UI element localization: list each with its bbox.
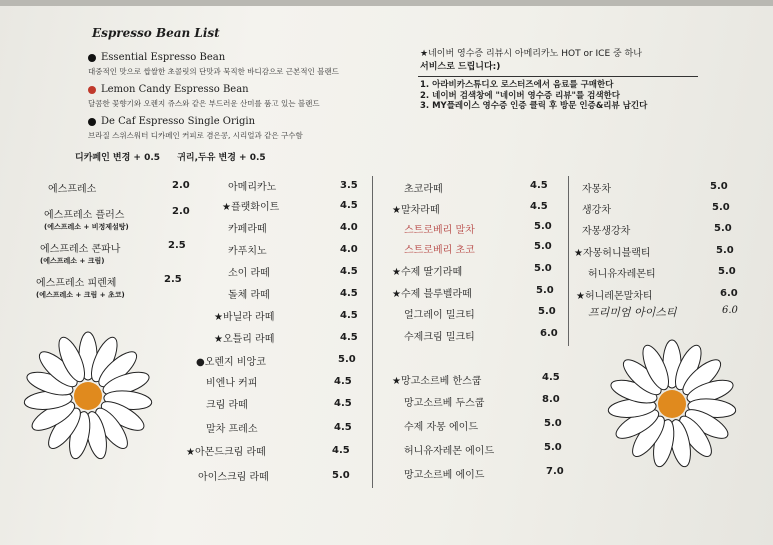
menu-item <box>44 206 129 232</box>
item-price: 5.0 <box>534 241 552 252</box>
item-price: 7.0 <box>546 466 564 477</box>
item-price: 6.0 <box>720 288 738 299</box>
options-row <box>75 150 280 163</box>
menu-item: 카푸치노 <box>228 246 267 257</box>
step-2: 2. 네이버 검색창에 "네이버 영수증 리뷰"를 검색한다 <box>420 90 620 101</box>
item-name: 에스프레소 플러스 <box>44 210 125 221</box>
menu-item: 망고소르베 두스쿱 <box>404 398 485 409</box>
bean-name: De Caf Espresso Single Origin <box>101 116 256 127</box>
notice-line-2: 서비스로 드립니다:) <box>420 62 501 72</box>
item-price: 5.0 <box>534 263 552 274</box>
bean-desc: 달콤한 꽃향기와 오렌지 쥬스와 같은 부드러운 산미를 품고 있는 블랜드 <box>88 99 320 108</box>
menu-item: ★자몽허니블랙티 <box>574 248 651 259</box>
bean-list-title: Espresso Bean List <box>92 26 220 40</box>
menu-item: 초코라떼 <box>404 184 443 195</box>
menu-item: ★수제 딸기라떼 <box>392 267 463 278</box>
item-name: 에스프레소 피렌체 <box>36 278 117 289</box>
item-price: 2.5 <box>168 240 186 251</box>
item-price: 4.0 <box>340 244 358 255</box>
daisy-right-icon <box>606 338 738 470</box>
menu-item: ★말차라떼 <box>392 205 440 216</box>
menu-item: 얼그레이 밀크티 <box>404 310 475 321</box>
bean-dot-icon <box>88 54 96 62</box>
menu-item: 생강차 <box>582 205 611 216</box>
menu-item: 말차 프레소 <box>206 424 258 435</box>
notice-line-1: ★네이버 영수증 리뷰시 아메리카노 HOT or ICE 중 하나 <box>420 49 642 59</box>
menu-item: 돌체 라떼 <box>228 290 270 301</box>
menu-item: ★허니레몬말차티 <box>576 291 653 302</box>
item-price: 5.0 <box>544 418 562 429</box>
menu-item: 수제 자몽 에이드 <box>404 422 478 433</box>
item-sub: (에스프레소 + 크림) <box>40 257 105 265</box>
review-steps <box>420 80 647 112</box>
menu-item: ★수제 블루벨라떼 <box>392 289 472 300</box>
item-price: 3.5 <box>340 180 358 191</box>
menu-item: 비엔나 커피 <box>206 378 258 389</box>
daisy-left-icon <box>22 330 154 462</box>
item-price: 6.0 <box>722 305 738 316</box>
item-price: 5.0 <box>712 202 730 213</box>
item-price: 4.0 <box>340 222 358 233</box>
menu-item <box>196 353 266 368</box>
item-price: 4.5 <box>340 332 358 343</box>
item-price: 5.0 <box>332 470 350 481</box>
item-price: 5.0 <box>710 181 728 192</box>
menu-item <box>40 240 120 266</box>
item-price: 5.0 <box>718 266 736 277</box>
item-price: 2.0 <box>172 180 190 191</box>
menu-item: ★플랫화이트 <box>222 202 280 213</box>
menu-item <box>36 274 125 300</box>
menu-item: 크림 라떼 <box>206 400 248 411</box>
item-price: 2.5 <box>164 274 182 285</box>
item-name: 에스프레소 <box>48 184 97 195</box>
item-price: 4.5 <box>530 201 548 212</box>
decaf-option: 디카페인 변경 + 0.5 <box>75 153 161 163</box>
item-price: 2.0 <box>172 206 190 217</box>
item-price: 4.5 <box>340 288 358 299</box>
menu-item: ★아몬드크림 라떼 <box>186 447 266 458</box>
item-price: 4.5 <box>334 422 352 433</box>
menu-item: 스트로베리 초코 <box>404 245 475 256</box>
menu-item: 자몽생강차 <box>582 226 631 237</box>
menu-item: 망고소르베 에이드 <box>404 470 485 481</box>
bean-decaf <box>88 116 303 141</box>
item-price: 4.5 <box>340 200 358 211</box>
column-divider <box>372 176 373 488</box>
item-price: 5.0 <box>538 306 556 317</box>
menu-item: 스트로베리 말차 <box>404 225 475 236</box>
column-divider <box>568 176 569 346</box>
paper-edge <box>0 0 773 6</box>
item-price: 4.5 <box>332 445 350 456</box>
menu-item: ★오틀리 라떼 <box>214 334 275 345</box>
oat-soy-option: 귀리,두유 변경 + 0.5 <box>177 153 266 163</box>
menu-item <box>48 180 96 195</box>
item-price: 4.5 <box>334 398 352 409</box>
bean-desc: 대중적인 맛으로 쌉쌀한 초콜릿의 단맛과 묵직한 바디감으로 근본적인 블랜드 <box>88 67 339 76</box>
menu-item: 카페라떼 <box>228 224 267 235</box>
item-price: 5.0 <box>544 442 562 453</box>
item-price: 4.5 <box>340 266 358 277</box>
item-price: 4.5 <box>340 310 358 321</box>
item-price: 4.5 <box>334 376 352 387</box>
item-price: 8.0 <box>542 394 560 405</box>
item-price: 5.0 <box>536 285 554 296</box>
bean-dot-icon <box>88 118 96 126</box>
menu-item: 자몽차 <box>582 184 611 195</box>
menu-item: 소이 라떼 <box>228 268 270 279</box>
menu-item: 아이스크림 라떼 <box>198 472 269 483</box>
menu-item: 아메리카노 <box>228 182 277 193</box>
bean-name: Lemon Candy Espresso Bean <box>101 84 249 95</box>
item-price: 4.5 <box>542 372 560 383</box>
step-3: 3. MY플레이스 영수증 인증 클릭 후 방문 인증&리뷰 남긴다 <box>420 101 648 111</box>
bean-essential <box>88 52 339 77</box>
item-price: 5.0 <box>716 245 734 256</box>
menu-item: 수제크림 밀크티 <box>404 332 475 343</box>
bean-lemon-candy <box>88 84 320 109</box>
item-price: 5.0 <box>714 223 732 234</box>
review-notice <box>420 48 642 74</box>
step-1: 1. 아라비카스튜디오 로스터즈에서 음료를 구매한다 <box>420 80 614 90</box>
item-price: 4.5 <box>530 180 548 191</box>
menu-item-handwritten: 프리미엄 아이스티 <box>588 306 677 319</box>
menu-item: 허니유자레몬티 <box>588 269 656 280</box>
menu-item: ★망고소르베 한스쿱 <box>392 376 482 387</box>
item-price: 5.0 <box>338 354 356 365</box>
item-price: 6.0 <box>540 328 558 339</box>
item-sub: (에스프레소 + 크림 + 초코) <box>36 291 125 299</box>
notice-divider <box>418 76 698 77</box>
item-name: ●오렌지 비앙코 <box>196 357 266 368</box>
bean-name: Essential Espresso Bean <box>101 52 226 63</box>
item-sub: (에스프레소 + 비정제설탕) <box>44 223 129 231</box>
item-name: 에스프레소 콘파나 <box>40 244 121 255</box>
bean-desc: 브라질 스위스워터 디카페인 커피로 겸은콩, 시리얼과 같은 구수함 <box>88 131 303 140</box>
bean-dot-icon <box>88 86 96 94</box>
item-price: 5.0 <box>534 221 552 232</box>
menu-item: 허니유자레몬 에이드 <box>404 446 495 457</box>
menu-item: ★바닐라 라떼 <box>214 312 275 323</box>
